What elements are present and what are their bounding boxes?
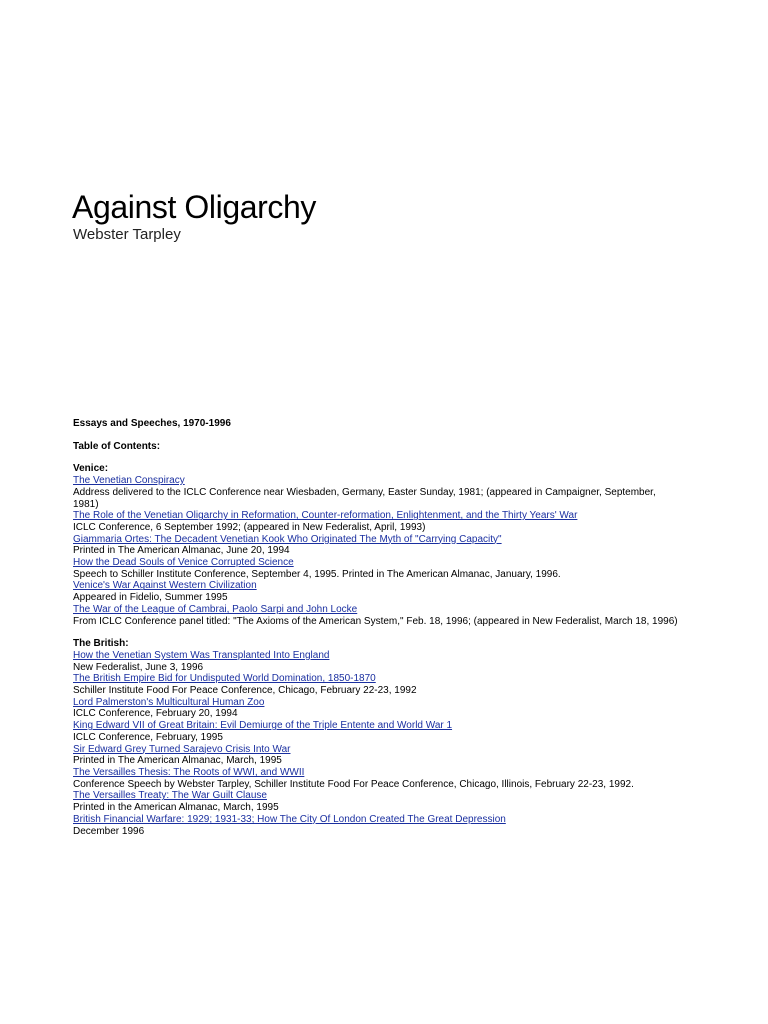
toc-link[interactable]: The War of the League of Cambrai, Paolo Sarpi and John Locke bbox=[73, 603, 358, 615]
toc-heading: Table of Contents: bbox=[73, 440, 161, 452]
toc-note: ICLC Conference, February 20, 1994 bbox=[73, 708, 238, 720]
toc-link[interactable]: Venice's War Against Western Civilization bbox=[73, 580, 257, 592]
toc-link[interactable]: The Versailles Treaty: The War Guilt Clause bbox=[73, 790, 267, 802]
section-heading: Venice: bbox=[73, 463, 109, 475]
toc-section-british bbox=[73, 638, 683, 837]
toc-note: December 1996 bbox=[73, 825, 145, 837]
toc-link[interactable]: How the Venetian System Was Transplanted Into England bbox=[73, 649, 330, 661]
toc-link[interactable]: Lord Palmerston's Multicultural Human Zoo bbox=[73, 696, 265, 708]
toc-link[interactable]: King Edward VII of Great Britain: Evil Demiurge of the Triple Entente and World War 1 bbox=[73, 720, 453, 732]
toc-note: ICLC Conference, 6 September 1992; (appeared in New Federalist, April, 1993) bbox=[73, 521, 426, 533]
document-author: Webster Tarpley bbox=[73, 226, 181, 243]
toc-note: Appeared in Fidelio, Summer 1995 bbox=[73, 592, 228, 604]
section-heading: The British: bbox=[73, 638, 129, 650]
toc-link[interactable]: The British Empire Bid for Undisputed World Domination, 1850-1870 bbox=[73, 673, 376, 685]
toc-note: Schiller Institute Food For Peace Conference, Chicago, February 22-23, 1992 bbox=[73, 685, 417, 697]
toc-note: ICLC Conference, February, 1995 bbox=[73, 731, 223, 743]
toc-note: Conference Speech by Webster Tarpley, Schiller Institute Food For Peace Conference, Chicago, Illinois, February 22-23, 1992. bbox=[73, 778, 634, 790]
toc-section-venice bbox=[73, 463, 683, 627]
toc-note: Speech to Schiller Institute Conference, September 4, 1995. Printed in The American Almanac, January, 1996. bbox=[73, 568, 561, 580]
toc-link[interactable]: The Versailles Thesis: The Roots of WWI, and WWII bbox=[73, 766, 305, 778]
toc-note: Printed in The American Almanac, March, 1995 bbox=[73, 755, 282, 767]
toc-note: From ICLC Conference panel titled: "The Axioms of the American System," Feb. 18, 1996; (appeared in New Federalist, March 18, 1996) bbox=[73, 615, 678, 627]
toc-link[interactable]: Giammaria Ortes: The Decadent Venetian Kook Who Originated The Myth of "Carrying Capacity" bbox=[73, 533, 502, 545]
toc-link[interactable]: Sir Edward Grey Turned Sarajevo Crisis Into War bbox=[73, 743, 291, 755]
toc-note: New Federalist, June 3, 1996 bbox=[73, 661, 204, 673]
toc-link[interactable]: British Financial Warfare: 1929; 1931-33; How The City Of London Created The Great Depression bbox=[73, 813, 506, 825]
toc-link[interactable]: The Role of the Venetian Oligarchy in Reformation, Counter-reformation, Enlightenment, and the Thirty Years' War bbox=[73, 510, 578, 522]
toc-note: Address delivered to the ICLC Conference near Wiesbaden, Germany, Easter Sunday, 1981; (appeared in Campaigner, September, 1981) bbox=[73, 486, 656, 510]
toc-note: Printed in The American Almanac, June 20, 1994 bbox=[73, 545, 290, 557]
toc-link[interactable]: The Venetian Conspiracy bbox=[73, 475, 185, 487]
document-title: Against Oligarchy bbox=[72, 189, 316, 225]
document-body bbox=[73, 418, 683, 837]
document-subtitle: Essays and Speeches, 1970-1996 bbox=[73, 418, 231, 429]
toc-link[interactable]: How the Dead Souls of Venice Corrupted Science bbox=[73, 557, 294, 569]
toc-note: Printed in the American Almanac, March, 1995 bbox=[73, 802, 279, 814]
